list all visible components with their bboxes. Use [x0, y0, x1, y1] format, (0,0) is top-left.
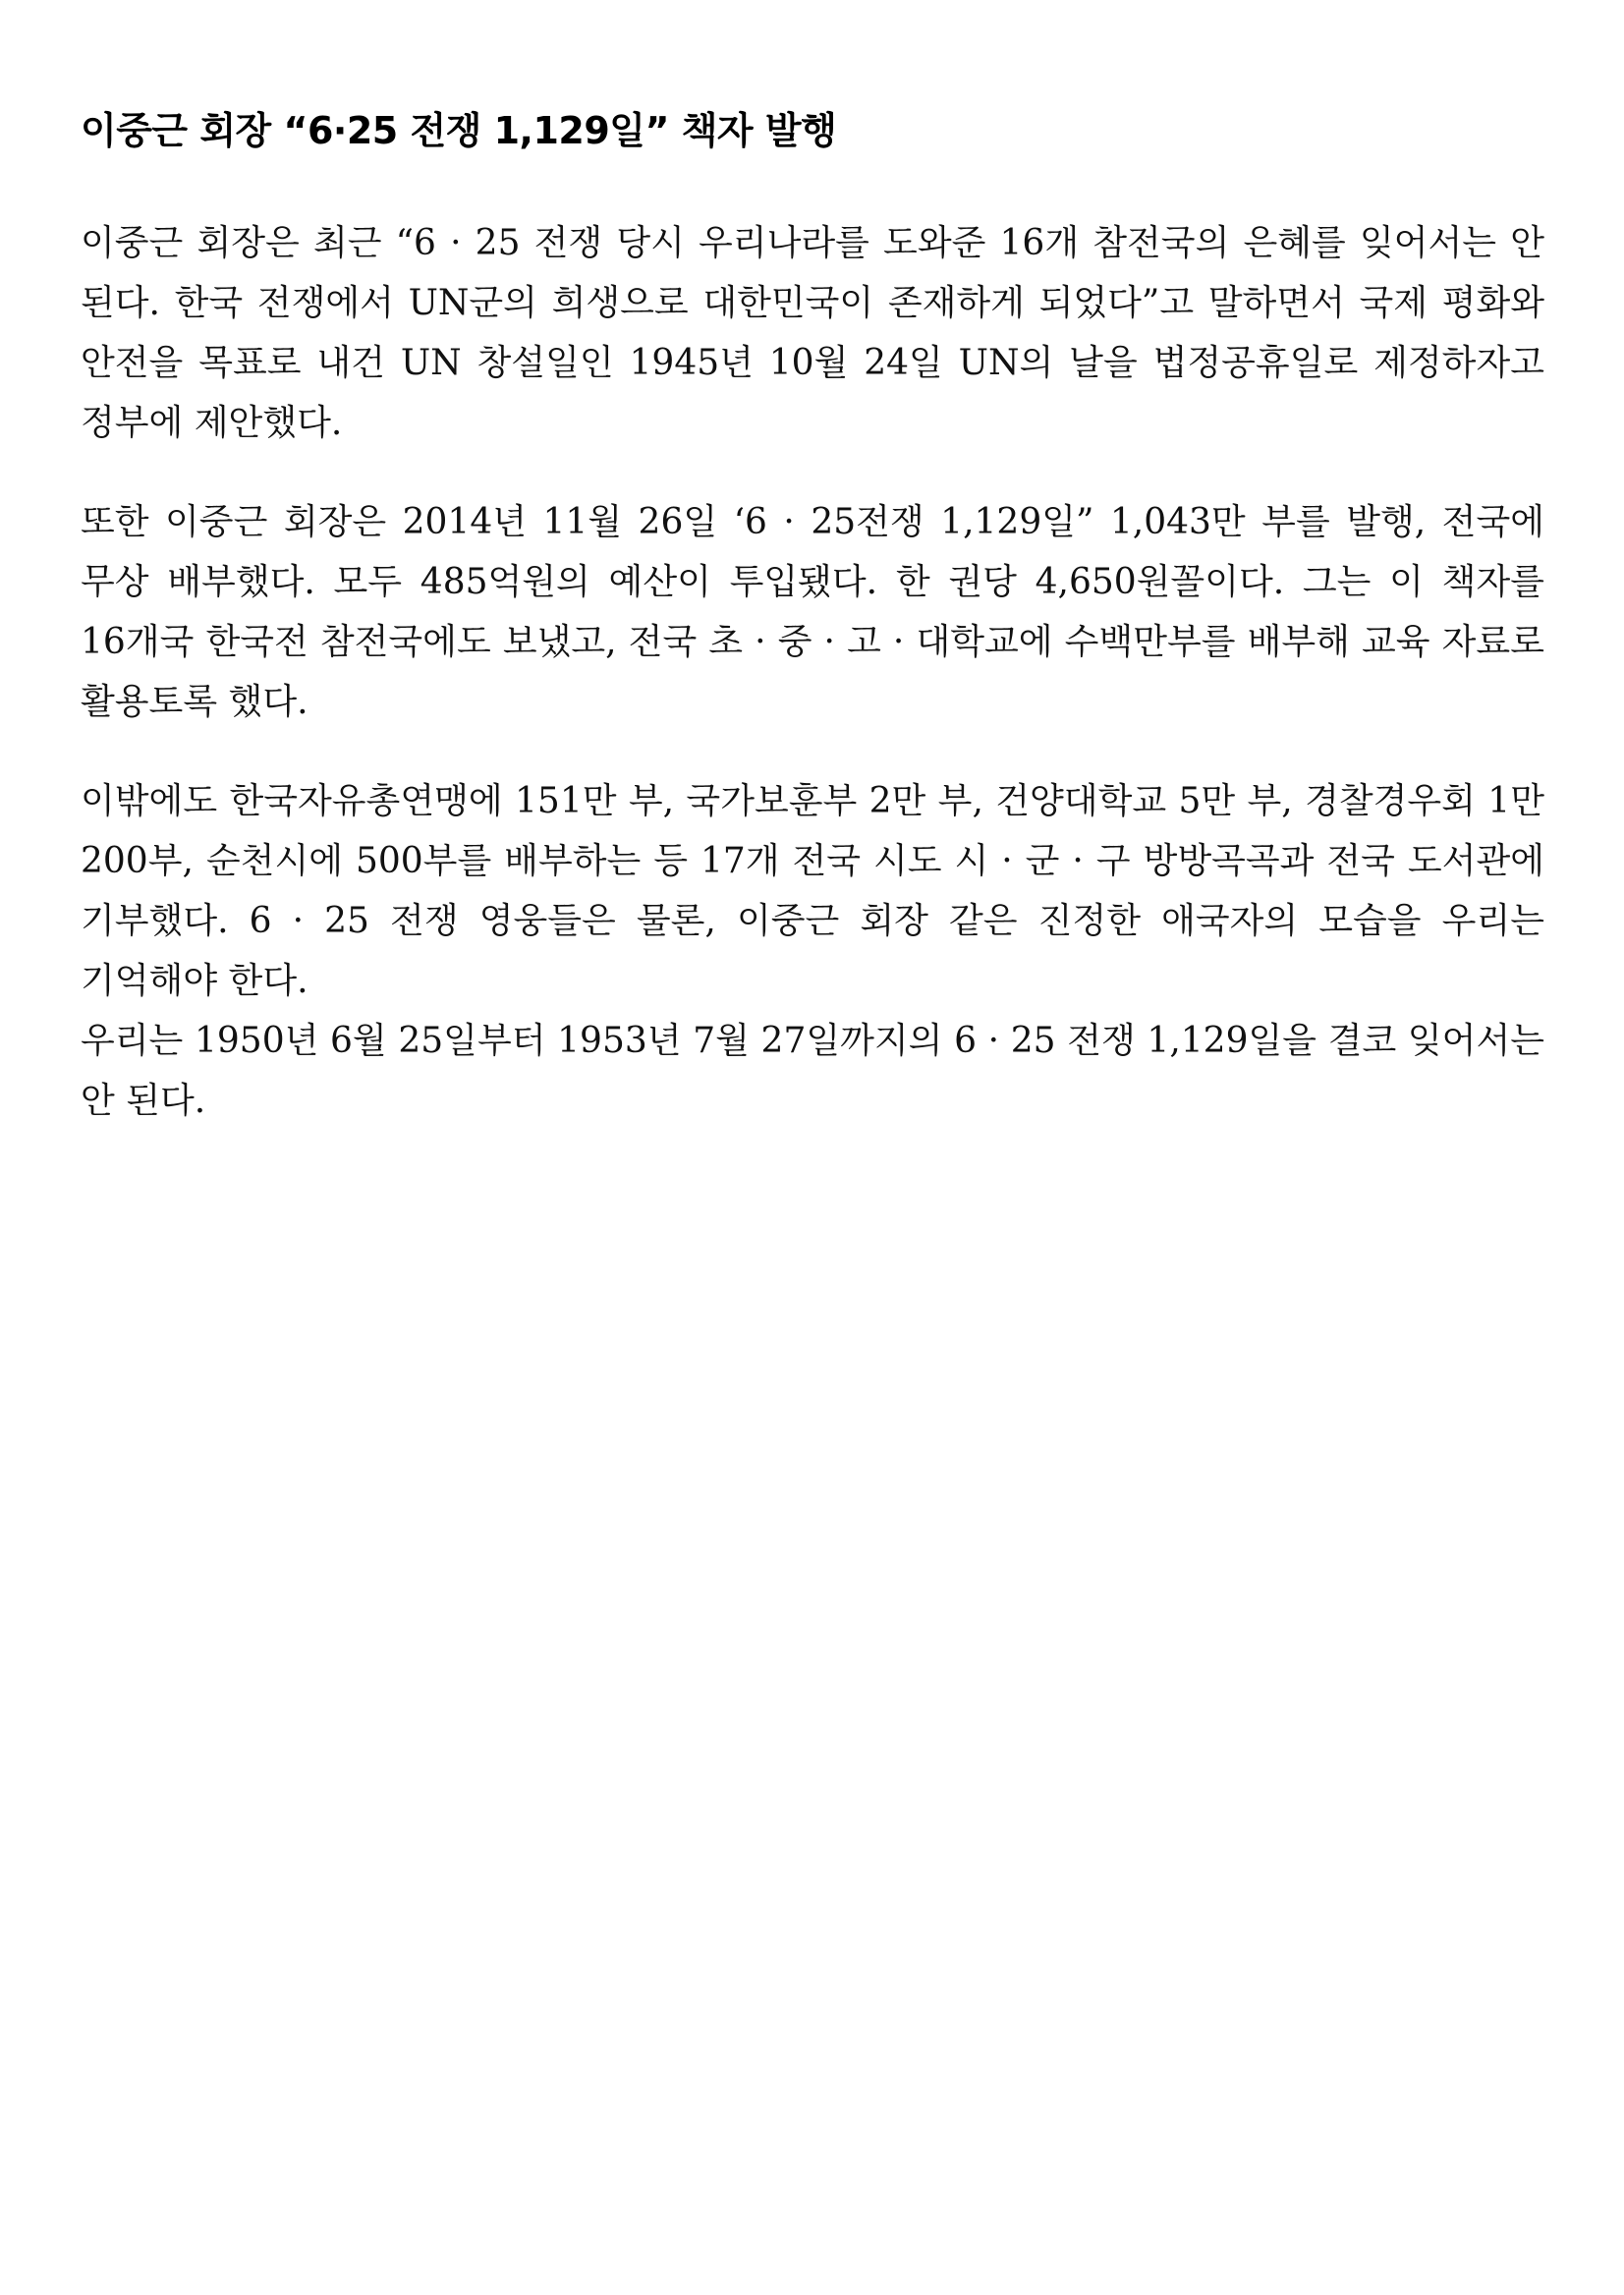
paragraph-3: 이밖에도 한국자유총연맹에 151만 부, 국가보훈부 2만 부, 건양대학교 5만 부, 경찰경우회 1만 200부, 순천시에 500부를 배부하는 등 17개 전국 시도 시 · 군 · 구 방방곡곡과 전국 도서관에 기부했다. 6 · 25 전쟁 영웅들은 물론, 이중근 회장 같은 진정한 애국자의 모습을 우리는 기억해야 한다. — [81, 781, 1544, 1001]
paragraph-2: 또한 이중근 회장은 2014년 11월 26일 ‘6 · 25전쟁 1,129일” 1,043만 부를 발행, 전국에 무상 배부했다. 모두 485억원의 예산이 투입됐다. 한 권당 4,650원꼴이다. 그는 이 책자를 16개국 한국전 참전국에도 보냈고, 전국 초 · 중 · 고 · 대학교에 수백만부를 배부해 교육 자료로 활용토록 했다. — [81, 502, 1544, 722]
paragraph-1: 이중근 회장은 최근 “6 · 25 전쟁 당시 우리나라를 도와준 16개 참전국의 은혜를 잊어서는 안 된다. 한국 전쟁에서 UN군의 희생으로 대한민국이 존재하게 되었다”고 말하면서 국제 평화와 안전을 목표로 내건 UN 창설일인 1945년 10월 24일 UN의 날을 법정공휴일로 제정하자고 정부에 제안했다. — [81, 223, 1544, 443]
document-title: 이중근 회장 “6·25 전쟁 1,129일” 책자 발행 — [81, 109, 837, 152]
paragraph-4: 우리는 1950년 6월 25일부터 1953년 7월 27일까지의 6 · 25 전쟁 1,129일을 결코 잊어서는 안 된다. — [81, 1021, 1544, 1121]
document-body — [81, 103, 1544, 1170]
